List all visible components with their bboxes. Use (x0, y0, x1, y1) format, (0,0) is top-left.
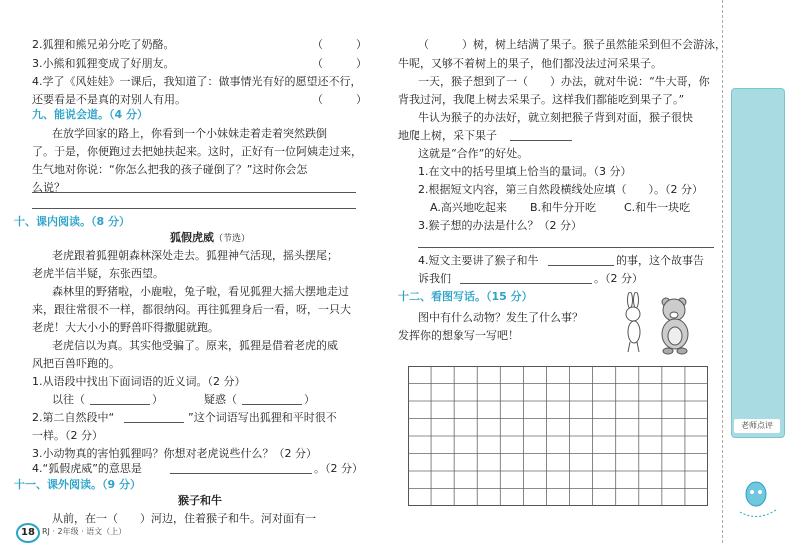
sec10-line-5: 老虎！大大小小的野兽吓得撒腿就跑。 (32, 321, 219, 334)
answer-line-9a[interactable] (32, 192, 356, 193)
r-opt-a: A.高兴地吃起来 (430, 201, 507, 214)
sec10-q1b: 疑惑（ (204, 393, 237, 406)
r-line-2: 牛呢，又够不着树上的果子，他们都没法过河采果子。 (398, 57, 662, 70)
r-q4d: 。（2 分） (594, 272, 643, 285)
q-4: 4.学了《风娃娃》一课后，我知道了：做事情光有好的愿望还不行， (32, 75, 362, 88)
blank-q1a[interactable] (90, 404, 150, 405)
sec10-line-2: 老虎半信半疑，东张西望。 (32, 267, 164, 280)
sec10-q1b-end: ） (304, 393, 315, 406)
r-q1: 1.在文中的括号里填上恰当的量词。（3 分） (418, 165, 632, 178)
page-number-badge: 18 (16, 523, 40, 543)
r-line-7: 这就是“合作”的好处。 (418, 147, 529, 160)
paren-4: （ ） (312, 93, 367, 106)
section-11-title: 十一、课外阅读。（9 分） (14, 478, 141, 491)
blank-q4[interactable] (170, 473, 312, 474)
sec9-line-3: 生气地对你说：“你怎么把我的孩子碰倒了？”这时你会怎 (32, 163, 308, 176)
blank-q1b[interactable] (242, 404, 302, 405)
paren-3: （ ） (312, 57, 367, 70)
footer-text: RJ · 2年级 · 语文（上） (42, 527, 127, 536)
r-line-5: 牛认为猴子的办法好，就立刻把猴子背到对面，猴子很快 (418, 111, 693, 124)
section-9-title: 九、能说会道。（4 分） (32, 108, 148, 121)
r-opt-c: C.和牛一块吃 (624, 201, 691, 214)
sec9-line-1: 在放学回家的路上，你看到一个小妹妹走着走着突然跌倒 (52, 127, 327, 140)
binding-line (722, 0, 723, 543)
r-q2: 2.根据短文内容，第三自然段横线处应填（ ）。（2 分） (418, 183, 703, 196)
sec10-q1: 1.从语段中找出下面词语的近义词。（2 分） (32, 375, 246, 388)
answer-line-r3[interactable] (418, 247, 714, 248)
sec10-q2a: 2.第二自然段中“ (32, 411, 115, 424)
writing-grid-lines (408, 366, 708, 506)
blank-q2[interactable] (124, 422, 184, 423)
sidebar-label-box: 老师点评 (734, 419, 780, 433)
sec11-line-1: 从前，在一（ ）河边，住着猴子和牛。河对面有一 (52, 512, 316, 525)
q-4-cont: 还要看是不是真的对别人有用。 (32, 93, 186, 106)
r-q4b: 的事，这个故事告 (616, 254, 704, 267)
r-opt-b: B.和牛分开吃 (530, 201, 597, 214)
teacher-comment-sidebar (731, 88, 785, 438)
blank-r4c[interactable] (460, 283, 592, 284)
blank-r-p6[interactable] (510, 140, 572, 141)
sec10-line-6: 老虎信以为真。其实他受骗了。原来，狐狸是借着老虎的威 (52, 339, 338, 352)
sec10-line-7: 风把百兽吓跑的。 (32, 357, 120, 370)
q-2: 2.狐狸和熊兄弟分吃了奶酪。 (32, 38, 175, 51)
section-12-title: 十二、看图写话。（15 分） (398, 290, 533, 303)
r-line-4: 背我过河，我爬上树去采果子。这样我们都能吃到果子了。” (398, 93, 685, 106)
r-line-6: 地爬上树，采下果子 (398, 129, 497, 142)
bear-figure (662, 298, 688, 354)
r-q3: 3.猴子想的办法是什么？（2 分） (418, 219, 582, 232)
sec10-q4a: 4.“狐假虎威”的意思是 (32, 462, 142, 475)
r-line-3: 一天，猴子想到了一（ ）办法，就对牛说：“牛大哥，你 (418, 75, 710, 88)
sec10-line-1: 老虎跟着狐狸朝森林深处走去。狐狸神气活现，摇头摆尾； (52, 249, 338, 262)
mascot-icon (732, 474, 782, 524)
passage-note-10: （节选） (214, 234, 251, 244)
r-q4a: 4.短文主要讲了猴子和牛 (418, 254, 539, 267)
sec10-q4b: 。（2 分） (314, 462, 363, 475)
q-3: 3.小熊和狐狸变成了好朋友。 (32, 57, 175, 70)
sec10-q3: 3.小动物真的害怕狐狸吗？你想对老虎说些什么？（2 分） (32, 447, 317, 460)
sec10-q1a-end: ） (152, 393, 163, 406)
sec12-prompt-2: 发挥你的想象写一写吧！ (398, 329, 519, 342)
sec10-line-3: 森林里的野猪啦，小鹿啦，兔子啦，看见狐狸大摇大摆地走过 (52, 285, 349, 298)
sec10-q2c: 一样。（2 分） (32, 429, 103, 442)
r-q4c: 诉我们 (418, 272, 451, 285)
blank-r4a[interactable] (548, 265, 614, 266)
passage-title-11: 猴子和牛 (178, 494, 222, 507)
rabbit-figure (626, 292, 640, 352)
answer-line-9b[interactable] (32, 208, 356, 209)
sec12-prompt-1: 图中有什么动物？发生了什么事？ (418, 311, 583, 324)
sec10-q2b: ”这个词语写出狐狸和平时很不 (188, 411, 337, 424)
sec10-line-4: 来，跟往常很不一样，都很纳闷。再往狐狸身后一看，呀，一只大 (32, 303, 351, 316)
sec10-q1a: 以往（ (52, 393, 85, 406)
section-10-title: 十、课内阅读。（8 分） (14, 215, 130, 228)
r-line-1: （ ）树，树上结满了果子。猴子虽然能采到但不会游泳， (418, 38, 726, 51)
paren-2: （ ） (312, 38, 367, 51)
sec9-line-2: 了。于是，你便跑过去把她扶起来。这时，正好有一位阿姨走过来， (32, 145, 362, 158)
rabbit-bear-illustration (618, 292, 698, 358)
sec9-line-4: 么说？ (32, 181, 65, 194)
passage-title-10: 狐假虎威（节选） (170, 231, 251, 244)
